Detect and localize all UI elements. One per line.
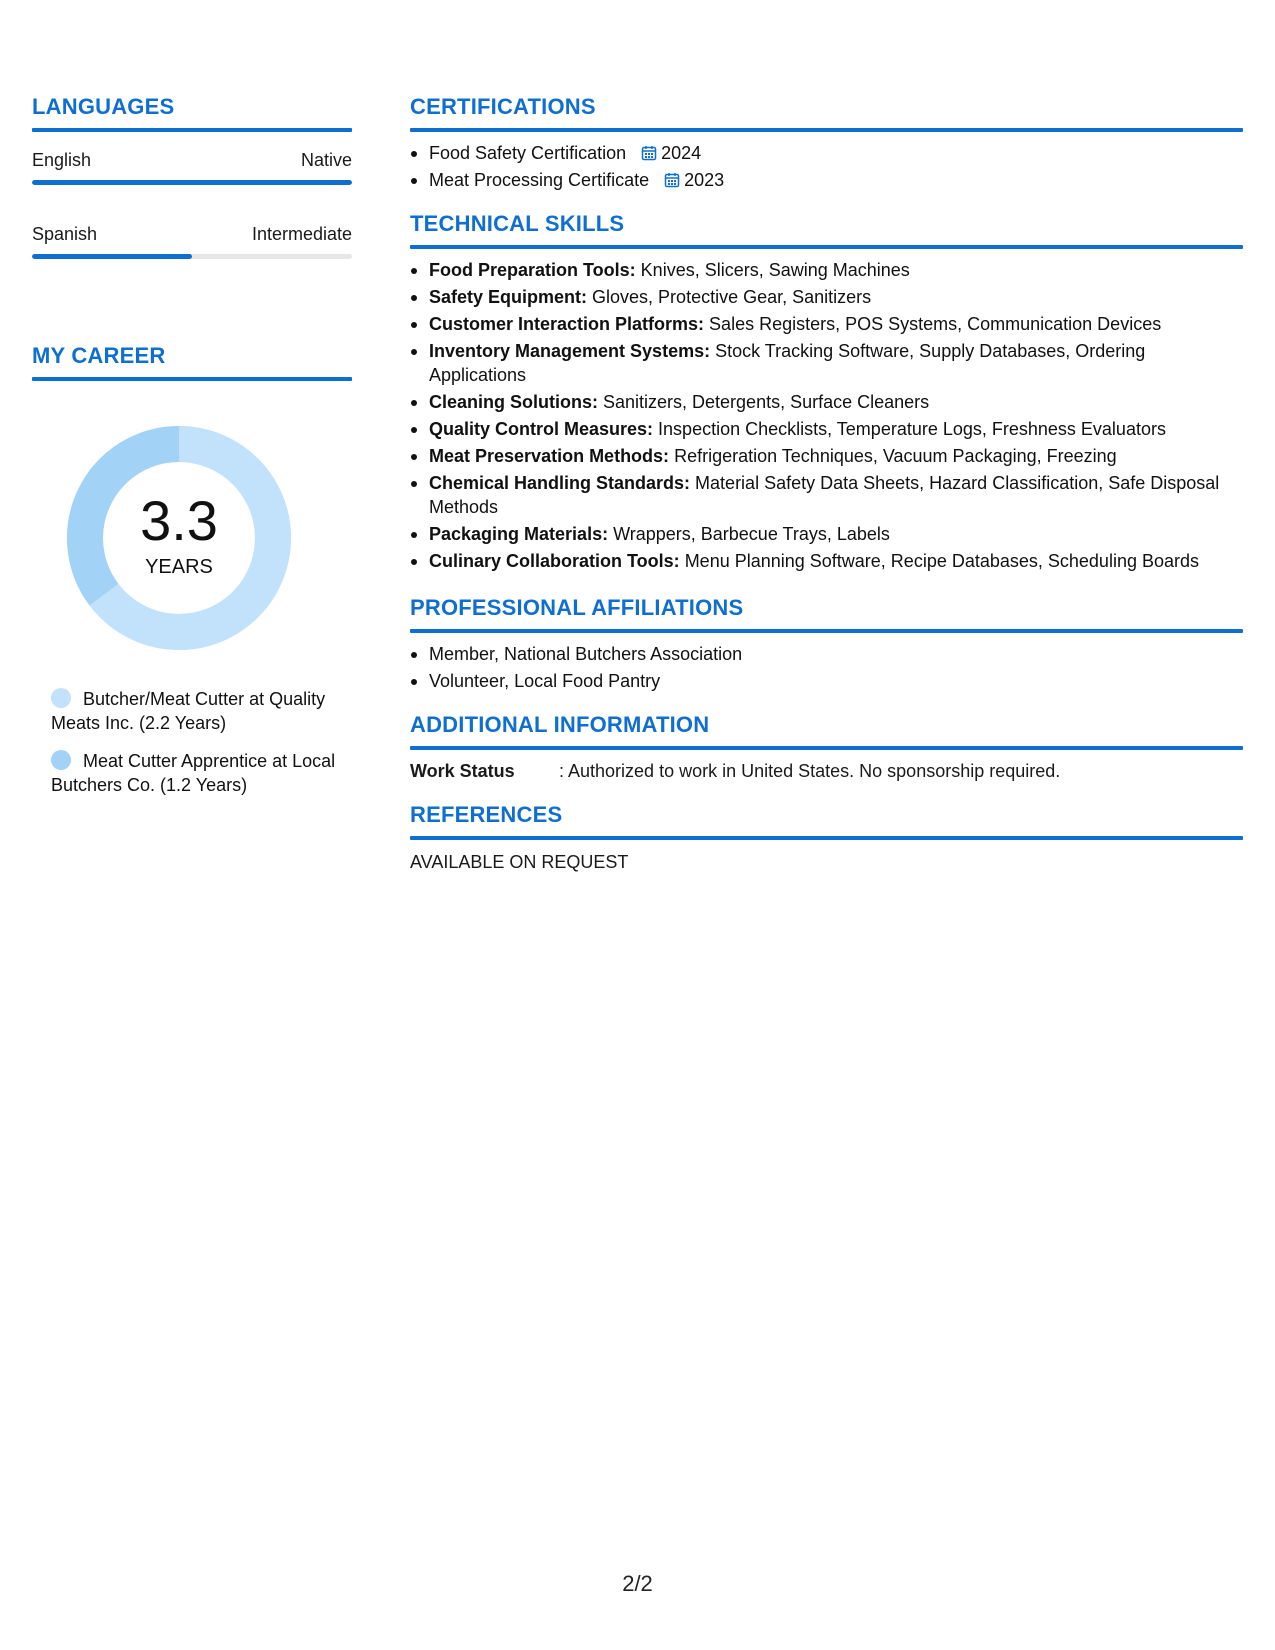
certification-year: 2023 — [684, 170, 725, 190]
skill-value: Stock Tracking Software, Supply Databases, Ordering Applications — [429, 341, 1146, 385]
technical-skills-section — [410, 211, 1243, 573]
skill-label: Chemical Handling Standards: — [429, 473, 691, 493]
left-column — [32, 94, 352, 797]
affiliations-heading: PROFESSIONAL AFFILIATIONS — [410, 595, 744, 620]
additional-info-section — [410, 712, 1243, 783]
calendar-icon — [641, 145, 657, 161]
career-legend — [51, 687, 352, 797]
list-item — [410, 339, 1243, 387]
section-divider — [410, 128, 1243, 132]
affiliations-list — [410, 642, 1243, 693]
skill-value: Material Safety Data Sheets, Hazard Classification, Safe Disposal Methods — [429, 473, 1220, 517]
skill-label: Customer Interaction Platforms: — [429, 314, 705, 334]
certifications-heading: CERTIFICATIONS — [410, 94, 596, 119]
section-divider — [32, 128, 352, 132]
legend-dot — [51, 688, 71, 708]
certifications-section — [410, 94, 1243, 192]
legend-label: Meat Cutter Apprentice at Local Butchers Co. (1.2 Years) — [51, 751, 336, 795]
certification-name: Food Safety Certification — [429, 143, 627, 163]
right-column — [410, 94, 1243, 874]
skill-value: Wrappers, Barbecue Trays, Labels — [608, 524, 890, 544]
legend-item — [51, 749, 341, 797]
skill-value: Sanitizers, Detergents, Surface Cleaners — [598, 392, 930, 412]
languages-section — [32, 94, 352, 259]
skill-label: Safety Equipment: — [429, 287, 588, 307]
certification-name: Meat Processing Certificate — [429, 170, 650, 190]
page-number: 2/2 — [622, 1571, 653, 1596]
list-item: Volunteer, Local Food Pantry — [410, 669, 1243, 693]
skill-label: Meat Preservation Methods: — [429, 446, 670, 466]
legend-dot — [51, 750, 71, 770]
language-item — [32, 223, 352, 259]
list-item — [410, 549, 1243, 573]
section-divider — [32, 377, 352, 381]
language-proficiency-bar — [32, 180, 352, 185]
list-item — [410, 312, 1243, 336]
skill-label: Food Preparation Tools: — [429, 260, 636, 280]
skill-value: Inspection Checklists, Temperature Logs, Freshness Evaluators — [653, 419, 1166, 439]
language-proficiency-bar — [32, 254, 352, 259]
section-divider — [410, 836, 1243, 840]
languages-heading: LANGUAGES — [32, 94, 175, 119]
skill-value: Gloves, Protective Gear, Sanitizers — [587, 287, 872, 307]
references-heading: REFERENCES — [410, 802, 563, 827]
list-item — [410, 141, 1243, 165]
skill-value: Menu Planning Software, Recipe Databases, Scheduling Boards — [679, 551, 1199, 571]
certifications-list — [410, 141, 1243, 192]
list-item — [410, 258, 1243, 282]
list-item — [410, 471, 1243, 519]
calendar-icon — [664, 172, 680, 188]
skill-label: Quality Control Measures: — [429, 419, 654, 439]
career-heading: MY CAREER — [32, 343, 166, 368]
career-donut-chart — [66, 425, 292, 651]
list-item — [410, 522, 1243, 546]
affiliations-section — [410, 595, 1243, 693]
language-name: Spanish — [32, 224, 98, 244]
technical-skills-heading: TECHNICAL SKILLS — [410, 211, 625, 236]
skill-label: Culinary Collaboration Tools: — [429, 551, 680, 571]
proficiency-fill — [32, 180, 352, 185]
work-status-value: : Authorized to work in United States. No sponsorship required. — [559, 761, 1061, 781]
section-divider — [410, 746, 1243, 750]
career-years-unit: YEARS — [145, 556, 213, 578]
skill-label: Cleaning Solutions: — [429, 392, 598, 412]
additional-info-heading: ADDITIONAL INFORMATION — [410, 712, 710, 737]
donut-center — [66, 425, 292, 651]
technical-skills-list — [410, 258, 1243, 573]
list-item — [410, 417, 1243, 441]
legend-item — [51, 687, 341, 735]
work-status-row — [410, 759, 1243, 783]
language-name: English — [32, 150, 92, 170]
section-divider — [410, 629, 1243, 633]
certification-year: 2024 — [661, 143, 702, 163]
proficiency-fill — [32, 254, 192, 259]
skill-label: Packaging Materials: — [429, 524, 609, 544]
work-status-label: Work Status — [410, 761, 515, 781]
section-divider — [410, 245, 1243, 249]
skill-label: Inventory Management Systems: — [429, 341, 711, 361]
list-item — [410, 168, 1243, 192]
list-item: Member, National Butchers Association — [410, 642, 1243, 666]
list-item — [410, 444, 1243, 468]
language-item — [32, 149, 352, 185]
career-section — [32, 343, 352, 797]
language-level: Intermediate — [251, 224, 352, 244]
references-text: AVAILABLE ON REQUEST — [410, 852, 629, 872]
list-item — [410, 390, 1243, 414]
language-level: Native — [300, 150, 352, 170]
skill-value: Sales Registers, POS Systems, Communication Devices — [704, 314, 1162, 334]
list-item — [410, 285, 1243, 309]
legend-label: Butcher/Meat Cutter at Quality Meats Inc. (2.2 Years) — [51, 689, 326, 733]
skill-value: Refrigeration Techniques, Vacuum Packaging, Freezing — [669, 446, 1117, 466]
career-total-years: 3.3 — [140, 489, 218, 552]
skill-value: Knives, Slicers, Sawing Machines — [635, 260, 910, 280]
references-section — [410, 802, 1243, 874]
